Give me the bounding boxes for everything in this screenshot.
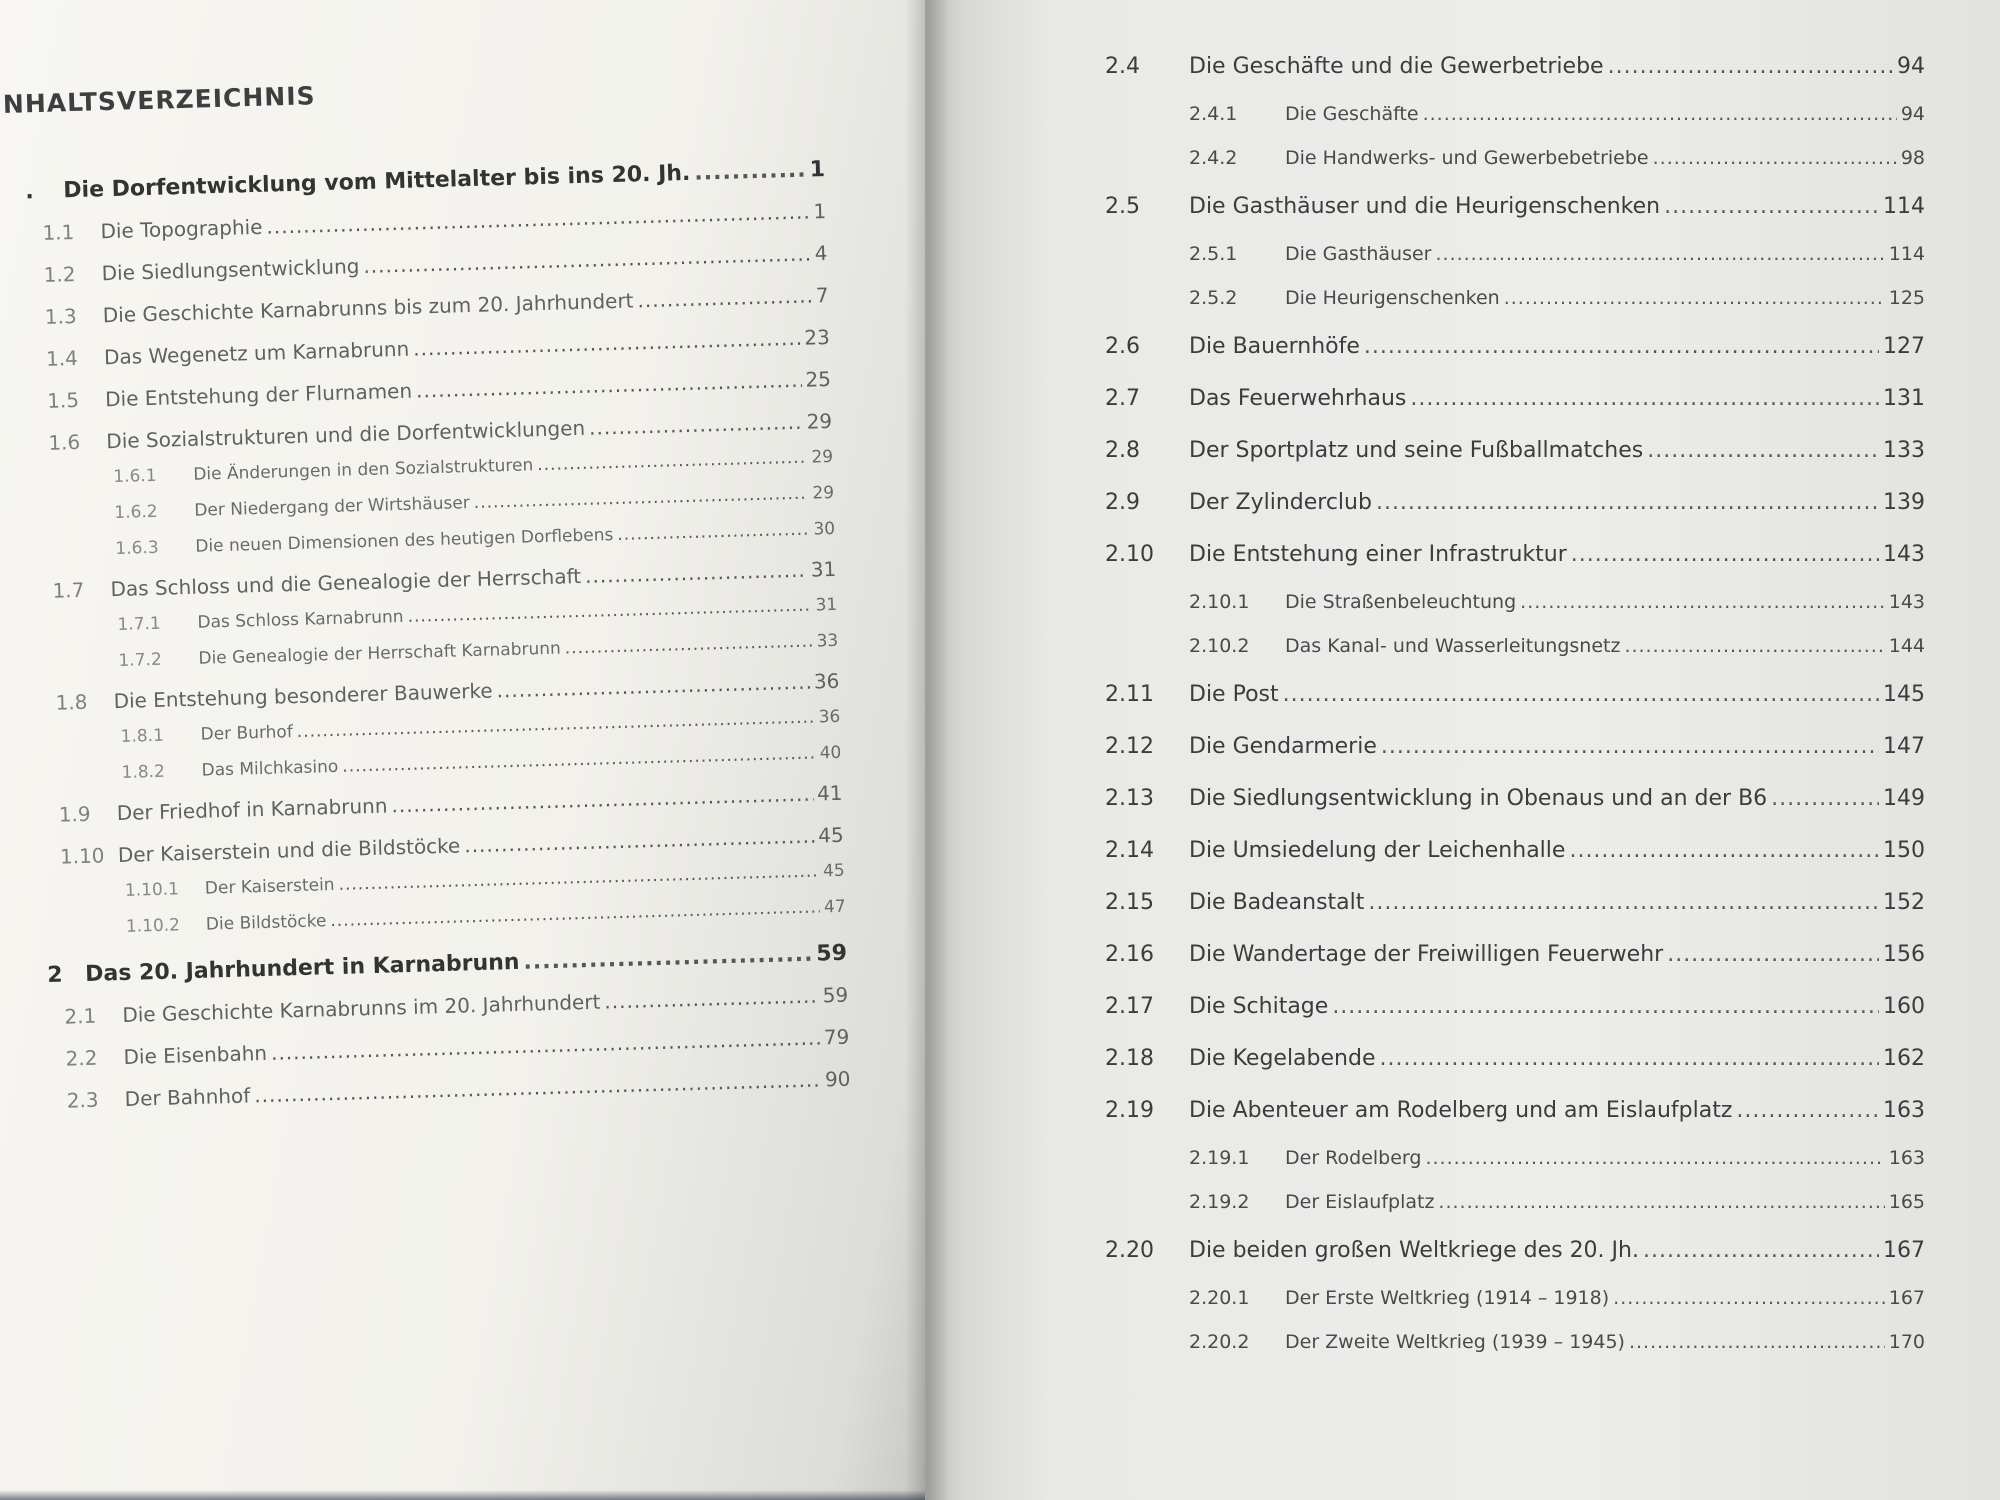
toc-entry-title: Die Umsiedelung der Leichenhalle [1189, 837, 1566, 863]
toc-entry-title: Die Post [1189, 681, 1279, 707]
toc-entry [38, 631, 838, 673]
toc-entry-page: 29 [812, 482, 835, 504]
toc-leader-dots [1423, 103, 1897, 125]
toc-leader-dots [413, 326, 801, 361]
toc-entry-page: 156 [1883, 941, 1925, 967]
toc-entry [1105, 720, 1925, 772]
toc-entry-number: 2.8 [1105, 437, 1140, 463]
toc-leader-dots [330, 897, 820, 931]
toc-leader-dots [416, 368, 802, 403]
toc-leader-dots [338, 861, 819, 894]
toc-entry-number: 2.7 [1105, 385, 1140, 411]
toc-entry-page: 147 [1883, 733, 1925, 759]
toc-leader-dots [1381, 734, 1879, 759]
toc-entry-page: 163 [1888, 1147, 1925, 1169]
toc-entry-title: Das Schloss und die Genealogie der Herrschaft [110, 564, 582, 602]
toc-entry-page: 45 [822, 860, 845, 882]
toc-leader-dots [1667, 942, 1879, 967]
toc-entry [1105, 136, 1925, 180]
toc-leader-dots [1379, 1046, 1879, 1071]
toc-entry-title: Der Bahnhof [124, 1083, 251, 1111]
toc-entry-number: 2.4 [1105, 53, 1140, 79]
toc-entry [50, 1067, 850, 1113]
toc-entry-number: 1.3 [44, 303, 78, 329]
toc-entry-number: 1.10.2 [125, 915, 181, 937]
toc-entry-page: 170 [1888, 1331, 1925, 1353]
toc-entry-title: Die neuen Dimensionen des heutigen Dorflebens [195, 525, 614, 557]
toc-entry-title: Der Rodelberg [1285, 1147, 1422, 1169]
toc-entry-number: 1.7.2 [118, 649, 163, 671]
toc-entry-number: 2.2 [65, 1045, 98, 1071]
toc-entry [1105, 1180, 1925, 1224]
toc-entry-number: 2.1 [64, 1003, 97, 1029]
toc-leader-dots [1569, 838, 1879, 863]
toc-entry-title: Die Gasthäuser [1285, 243, 1432, 265]
toc-entry-title: Der Burhof [200, 722, 294, 745]
toc-entry-page: 4 [814, 241, 828, 266]
toc-leader-dots [1520, 591, 1885, 613]
toc-leader-dots [496, 670, 810, 703]
toc-entry-title: Die Kegelabende [1189, 1045, 1376, 1071]
toc-leader-dots [473, 484, 808, 513]
book-gutter [905, 0, 950, 1500]
toc-entry-number: 2 [46, 962, 63, 989]
toc-entry-title: Der Erste Weltkrieg (1914 – 1918) [1285, 1287, 1610, 1309]
toc-entry-number: 1.6.1 [113, 465, 157, 488]
toc-entry [1105, 372, 1925, 424]
toc-leader-dots [266, 199, 810, 238]
toc-entry-title: Die Heurigenschenken [1285, 287, 1500, 309]
toc-leader-dots [1368, 890, 1879, 915]
toc-entry-number: 2.20.2 [1189, 1331, 1250, 1353]
toc-entry-title: Die Bildstöcke [205, 911, 327, 935]
toc-entry-page: 127 [1883, 333, 1925, 359]
toc-entry-number: 2.20 [1105, 1237, 1154, 1263]
toc-entry [33, 447, 833, 489]
toc-entry-number: 2.5 [1105, 193, 1140, 219]
toc-entry [1105, 772, 1925, 824]
toc-entry-page: 31 [810, 556, 837, 582]
toc-leader-dots [1425, 1147, 1884, 1169]
toc-entry-title: Die Straßenbeleuchtung [1285, 591, 1517, 613]
toc-leader-dots [1643, 1238, 1879, 1263]
toc-entry-title: Die Handwerks- und Gewerbebetriebe [1285, 147, 1649, 169]
toc-entry-number: 1.10.1 [124, 879, 180, 901]
toc-entry-number: 2.6 [1105, 333, 1140, 359]
toc-entry-number: 1.7 [52, 577, 85, 603]
toc-entry [1105, 668, 1925, 720]
toc-leader-dots [1664, 194, 1879, 219]
toc-leader-dots [1736, 1098, 1879, 1123]
toc-entry-page: 139 [1883, 489, 1925, 515]
toc-entry-page: 98 [1900, 147, 1925, 169]
toc-entry-page: 145 [1883, 681, 1925, 707]
toc-entry [45, 861, 845, 903]
toc-entry [37, 595, 837, 637]
toc-entry-title: Das Wegenetz um Karnabrunn [103, 336, 410, 370]
toc-entry [44, 823, 844, 869]
toc-entry [27, 241, 827, 287]
toc-leader-dots [1624, 635, 1884, 657]
toc-entry-number: 2.15 [1105, 889, 1154, 915]
toc-entry [1105, 580, 1925, 624]
toc-entry-page: 125 [1888, 287, 1925, 309]
toc-entry [1105, 1032, 1925, 1084]
toc-leader-dots [1571, 542, 1879, 567]
toc-entry-title: Die Badeanstalt [1189, 889, 1365, 915]
toc-leader-dots [1653, 147, 1897, 169]
toc-entry-title: Der Friedhof in Karnabrunn [116, 793, 388, 826]
toc-entry-page: 1 [809, 157, 826, 183]
toc-entry-title: Die beiden großen Weltkriege des 20. Jh. [1189, 1237, 1639, 1263]
toc-entry [46, 897, 846, 939]
toc-leader-dots [464, 824, 815, 858]
toc-entry-number: 2.5.2 [1189, 287, 1238, 309]
toc-entry [48, 983, 848, 1029]
toc-entry-title: Das Feuerwehrhaus [1189, 385, 1407, 411]
toc-entry [1105, 476, 1925, 528]
toc-entry-title: Der Niedergang der Wirtshäuser [194, 493, 471, 521]
toc-entry-title: Der Kaiserstein und die Bildstöcke [117, 833, 461, 868]
toc-entry [1105, 1136, 1925, 1180]
toc-entry-page: 133 [1883, 437, 1925, 463]
toc-entry [1105, 276, 1925, 320]
toc-entry-title: Die Eisenbahn [123, 1040, 268, 1069]
toc-entry [41, 743, 841, 785]
toc-leader-dots [391, 782, 813, 818]
toc-entry-page: 23 [803, 324, 831, 350]
toc-entry [30, 325, 830, 371]
toc-entry-page: 167 [1888, 1287, 1925, 1309]
toc-entry [1105, 928, 1925, 980]
toc-entry [1105, 320, 1925, 372]
toc-entry-page: 25 [805, 366, 832, 392]
toc-entry-number: 2.10 [1105, 541, 1154, 567]
toc-entry-title: Die Änderungen in den Sozialstrukturen [193, 455, 534, 485]
toc-entry [1105, 876, 1925, 928]
toc-entry-number: 2.10.2 [1189, 635, 1250, 657]
toc-entry [36, 557, 836, 603]
toc-leader-dots [1332, 994, 1879, 1019]
toc-entry-page: 30 [813, 518, 836, 540]
toc-entry-page: 1 [813, 199, 827, 224]
toc-entry-page: 150 [1883, 837, 1925, 863]
toc-leader-dots [637, 283, 812, 312]
toc-entry-page: 47 [823, 896, 846, 918]
toc-entry-page: 114 [1888, 243, 1925, 265]
toc-entry-page: 94 [1900, 103, 1925, 125]
toc-entry-page: 36 [818, 706, 841, 728]
toc-entry [47, 941, 847, 988]
toc-entry-page: 59 [815, 940, 848, 967]
toc-entry-number: 2.4.1 [1189, 103, 1238, 125]
toc-entry-number: 1.4 [45, 345, 79, 371]
toc-entry-page: 149 [1883, 785, 1925, 811]
toc-entry [29, 283, 829, 329]
toc-entry [25, 157, 825, 204]
toc-entry-page: 36 [813, 668, 840, 694]
toc-entry [26, 199, 826, 245]
toc-entry-title: Die Siedlungsentwicklung [101, 254, 360, 286]
toc-entry-title: Die Gendarmerie [1189, 733, 1377, 759]
toc-entry-number: 1.8 [55, 689, 88, 715]
toc-entry-title: Die Geschichte Karnabrunns im 20. Jahrhundert [122, 989, 601, 1027]
toc-entry-page: 167 [1883, 1237, 1925, 1263]
toc-leader-dots [694, 158, 806, 186]
toc-entry-title: Der Kaiserstein [204, 875, 335, 899]
toc-entry-title: Die Entstehung besonderer Bauwerke [113, 678, 493, 714]
toc-entry-title: Das Schloss Karnabrunn [197, 606, 404, 633]
toc-entry-number: 1.1 [42, 220, 75, 245]
toc-entry-number: 2.9 [1105, 489, 1140, 515]
toc-entry-number: 1.6.2 [114, 501, 158, 524]
toc-entry-page: 131 [1883, 385, 1925, 411]
toc-leader-dots [1438, 1191, 1884, 1213]
toc-entry-page: 143 [1888, 591, 1925, 613]
toc-leader-dots [1364, 334, 1879, 359]
toc-entry [34, 483, 834, 525]
toc-entry-page: 94 [1897, 53, 1925, 79]
toc-entry-title: Die Abenteuer am Rodelberg und am Eislaufplatz [1189, 1097, 1733, 1123]
toc-leader-dots [1504, 287, 1885, 309]
toc-entry [1105, 1084, 1925, 1136]
toc-leader-dots [1410, 386, 1879, 411]
toc-leader-dots [617, 520, 810, 545]
toc-entry-number: 1.8.1 [120, 725, 165, 747]
toc-entry-title: Die Geschäfte und die Gewerbetriebe [1189, 53, 1604, 79]
toc-leader-dots [1629, 1331, 1885, 1353]
toc-entry-number: 1.5 [46, 387, 80, 413]
toc-entry-page: 144 [1888, 635, 1925, 657]
toc-entry-page: 143 [1883, 541, 1925, 567]
toc-heading: NHALTSVERZEICHNIS [2, 81, 316, 119]
toc-leader-dots [363, 241, 811, 277]
toc-leader-dots [1647, 438, 1879, 463]
toc-entry [49, 1025, 849, 1071]
toc-entry-number: 2.3 [66, 1087, 99, 1113]
toc-entry-title: Die Entstehung einer Infrastruktur [1189, 541, 1567, 567]
toc-entry-number: 2.5.1 [1189, 243, 1238, 265]
toc-entry-number: 1.7.1 [117, 613, 162, 635]
toc-entry-number: 2.10.1 [1189, 591, 1250, 613]
toc-entry-number: 2.17 [1105, 993, 1154, 1019]
toc-entry-title: Die Gasthäuser und die Heurigenschenken [1189, 193, 1661, 219]
toc-entry [1105, 424, 1925, 476]
toc-entry-number: 2.19.1 [1189, 1147, 1250, 1169]
toc-entry-number: 1.2 [43, 262, 76, 287]
toc-entry [1105, 1224, 1925, 1276]
toc-entry [1105, 180, 1925, 232]
toc-entry [1105, 624, 1925, 668]
toc-right-column [1105, 40, 1925, 1364]
toc-entry [1105, 92, 1925, 136]
toc-entry-title: Der Zylinderclub [1189, 489, 1372, 515]
toc-entry-page: 152 [1883, 889, 1925, 915]
toc-entry [42, 781, 842, 827]
toc-entry-page: 41 [816, 780, 843, 806]
toc-entry-title: Die Geschichte Karnabrunns bis zum 20. Jahrhundert [102, 288, 634, 328]
toc-leader-dots [564, 632, 812, 659]
toc-leader-dots [1608, 54, 1893, 79]
toc-entry-number: 1.9 [58, 801, 91, 827]
toc-entry-number: 2.12 [1105, 733, 1154, 759]
toc-entry-page: 7 [815, 282, 829, 308]
toc-leader-dots [1613, 1287, 1885, 1309]
toc-entry-title: Die Sozialstrukturen und die Dorfentwicklungen [106, 415, 586, 454]
toc-entry-number: 1.6.3 [115, 537, 159, 559]
toc-entry-title: Das Milchkasino [201, 756, 339, 781]
toc-entry-page: 165 [1888, 1191, 1925, 1213]
toc-entry-number: 2.20.1 [1189, 1287, 1250, 1309]
toc-entry [1105, 980, 1925, 1032]
toc-entry-title: Das 20. Jahrhundert in Karnabrunn [84, 949, 520, 987]
toc-entry-page: 40 [819, 742, 842, 764]
page-bottom-edge [0, 1490, 925, 1500]
toc-entry-number: 2.14 [1105, 837, 1154, 863]
toc-entry-title: Die Topographie [100, 214, 263, 244]
toc-left-column [0, 0, 900, 1439]
toc-entry-title: Die Entstehung der Flurnamen [104, 378, 413, 412]
toc-entry [40, 707, 840, 749]
toc-entry-page: 33 [816, 630, 839, 652]
toc-entry-title: Die Geschäfte [1285, 103, 1419, 125]
toc-entry-page: 90 [824, 1066, 851, 1092]
toc-entry [1105, 232, 1925, 276]
toc-leader-dots [537, 448, 808, 476]
toc-leader-dots [342, 744, 816, 777]
toc-entry [1105, 1276, 1925, 1320]
toc-leader-dots [271, 1026, 820, 1065]
toc-entry-number: 2.4.2 [1189, 147, 1238, 169]
toc-leader-dots [1435, 243, 1884, 265]
toc-leader-dots [604, 984, 819, 1014]
toc-entry-title: Die Schitage [1189, 993, 1329, 1019]
toc-entry-number: 2.19 [1105, 1097, 1154, 1123]
toc-entry [1105, 528, 1925, 580]
toc-entry-page: 160 [1883, 993, 1925, 1019]
toc-entry-page: 162 [1883, 1045, 1925, 1071]
toc-entry-page: 163 [1883, 1097, 1925, 1123]
toc-leader-dots [297, 708, 815, 742]
toc-entry-title: Die Bauernhöfe [1189, 333, 1360, 359]
toc-entry-number: 2.18 [1105, 1045, 1154, 1071]
toc-entry-page: 59 [822, 982, 849, 1008]
toc-entry-page: 45 [817, 822, 844, 848]
toc-entry [1105, 824, 1925, 876]
toc-entry [1105, 1320, 1925, 1364]
toc-leader-dots [523, 942, 813, 975]
toc-leader-dots [585, 558, 807, 588]
toc-entry-page: 29 [806, 408, 833, 434]
toc-entry-number: 2.13 [1105, 785, 1154, 811]
toc-entry-title: Die Dorfentwicklung vom Mittelalter bis ins 20. Jh. [63, 160, 691, 204]
toc-entry-number: 1.6 [48, 429, 81, 455]
toc-entry-number: 1.8.2 [121, 761, 166, 783]
toc-leader-dots [589, 410, 803, 440]
toc-entry [39, 669, 839, 715]
toc-leader-dots [1771, 786, 1879, 811]
toc-entry-page: 114 [1883, 193, 1925, 219]
toc-entry-number: 2.16 [1105, 941, 1154, 967]
toc-entry-page: 79 [823, 1024, 850, 1050]
toc-entry-page: 29 [811, 446, 834, 468]
toc-entry [31, 367, 831, 413]
toc-leader-dots [407, 596, 812, 627]
toc-entry-title: Der Sportplatz und seine Fußballmatches [1189, 437, 1644, 463]
toc-entry-title: Der Eislaufplatz [1285, 1191, 1435, 1213]
toc-entry [35, 519, 835, 561]
toc-leader-dots [1376, 490, 1879, 515]
toc-entry [1105, 40, 1925, 92]
toc-entry [32, 409, 832, 455]
toc-entry-number: 2.11 [1105, 681, 1154, 707]
toc-entry-number: 2.19.2 [1189, 1191, 1250, 1213]
toc-entry-title: Das Kanal- und Wasserleitungsnetz [1285, 635, 1621, 657]
toc-entry-page: 31 [815, 594, 838, 616]
toc-entry-number: . [25, 179, 35, 205]
toc-leader-dots [1283, 682, 1879, 707]
toc-leader-dots [254, 1068, 821, 1108]
toc-entry-title: Die Wandertage der Freiwilligen Feuerwehr [1189, 941, 1664, 967]
toc-entry-number: 1.10 [59, 843, 105, 869]
toc-entry-title: Der Zweite Weltkrieg (1939 – 1945) [1285, 1331, 1625, 1353]
toc-entry-title: Die Genealogie der Herrschaft Karnabrunn [198, 638, 562, 669]
toc-entry-title: Die Siedlungsentwicklung in Obenaus und an der B6 [1189, 785, 1768, 811]
